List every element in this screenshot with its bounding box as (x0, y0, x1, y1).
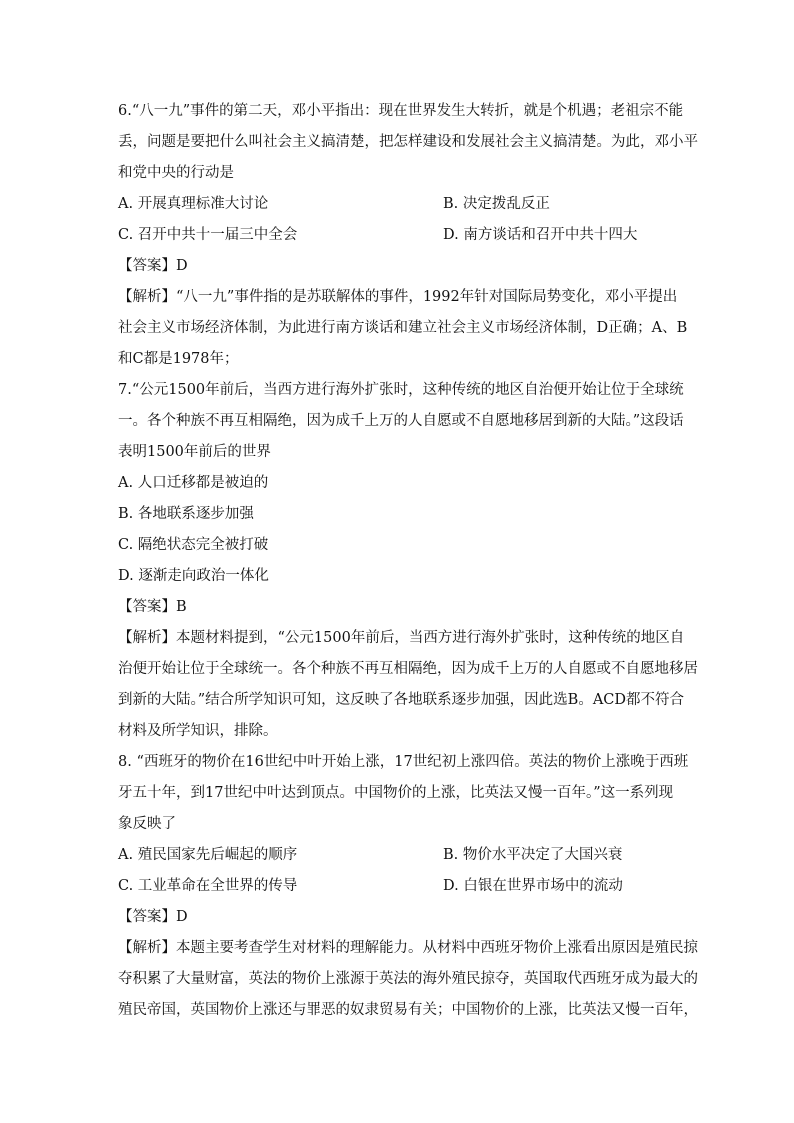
question-stem-line: 象反映了 (118, 816, 176, 832)
analysis-line: 【解析】“八一九”事件指的是苏联解体的事件，1992年针对国际局势变化，邓小平提出 (118, 289, 678, 305)
question-stem-line: 8. “西班牙的物价在16世纪中叶开始上涨，17世纪初上涨四倍。英法的物价上涨晚于西班 (118, 754, 689, 770)
option-c: C. 隔绝状态完全被打破 (118, 537, 269, 553)
option-c: C. 召开中共十一届三中全会 (118, 227, 298, 243)
option-d: D. 南方谈话和召开中共十四大 (443, 227, 638, 243)
option-a: A. 开展真理标准大讨论 (118, 196, 269, 212)
answer-line: 【答案】B (118, 599, 187, 615)
option-b: B. 决定拨乱反正 (443, 196, 550, 212)
option-row (118, 840, 678, 871)
analysis-line: 殖民帝国，英国物价上涨还与罪恶的奴隶贸易有关；中国物价的上涨，比英法又慢一百年， (118, 1002, 698, 1018)
analysis-line: 材料及所学知识，排除。 (118, 723, 278, 739)
analysis-line: 到新的大陆。”结合所学知识可知，这反映了各地联系逐步加强，因此选B。ACD都不符合 (118, 692, 685, 708)
answer-line: 【答案】D (118, 909, 188, 925)
option-b: B. 各地联系逐步加强 (118, 506, 254, 522)
option-row (118, 220, 678, 251)
option-row (118, 189, 678, 220)
question-stem-line: 6.“八一九”事件的第二天，邓小平指出：现在世界发生大转折，就是个机遇；老祖宗不能 (118, 103, 684, 119)
analysis-line: 【解析】本题材料提到，“公元1500年前后，当西方进行海外扩张时，这种传统的地区自 (118, 630, 685, 646)
answer-line: 【答案】D (118, 258, 188, 274)
option-a: A. 人口迁移都是被迫的 (118, 475, 269, 491)
question-stem-line: 7.“公元1500年前后，当西方进行海外扩张时，这种传统的地区自治便开始让位于全球统 (118, 382, 684, 398)
option-b: B. 物价水平决定了大国兴衰 (443, 847, 623, 863)
question-stem-line: 表明1500年前后的世界 (118, 444, 271, 460)
question-8 (118, 747, 698, 1026)
question-stem-line: 一。各个种族不再互相隔绝，因为成千上万的人自愿或不自愿地移居到新的大陆。”这段话 (118, 413, 684, 429)
question-6 (118, 96, 698, 375)
question-stem-line: 牙五十年，到17世纪中叶达到顶点。中国物价的上涨，比英法又慢一百年。”这一系列现 (118, 785, 674, 801)
analysis-line: 社会主义市场经济体制，为此进行南方谈话和建立社会主义市场经济体制，D正确；A、B (118, 320, 688, 336)
document-page (118, 96, 698, 1026)
option-d: D. 逐渐走向政治一体化 (118, 568, 269, 584)
analysis-line: 夺积累了大量财富，英法的物价上涨源于英法的海外殖民掠夺，英国取代西班牙成为最大的 (118, 971, 698, 987)
question-stem-line: 丢，问题是要把什么叫社会主义搞清楚，把怎样建设和发展社会主义搞清楚。为此，邓小平 (118, 134, 698, 150)
option-a: A. 殖民国家先后崛起的顺序 (118, 847, 298, 863)
question-7 (118, 375, 698, 747)
option-d: D. 白银在世界市场中的流动 (443, 878, 623, 894)
question-stem-line: 和党中央的行动是 (118, 165, 234, 181)
analysis-line: 和C都是1978年； (118, 351, 239, 367)
analysis-line: 治便开始让位于全球统一。各个种族不再互相隔绝，因为成千上万的人自愿或不自愿地移居 (118, 661, 698, 677)
option-row (118, 871, 678, 902)
analysis-line: 【解析】本题主要考查学生对材料的理解能力。从材料中西班牙物价上涨看出原因是殖民掠 (118, 940, 698, 956)
option-c: C. 工业革命在全世界的传导 (118, 878, 298, 894)
